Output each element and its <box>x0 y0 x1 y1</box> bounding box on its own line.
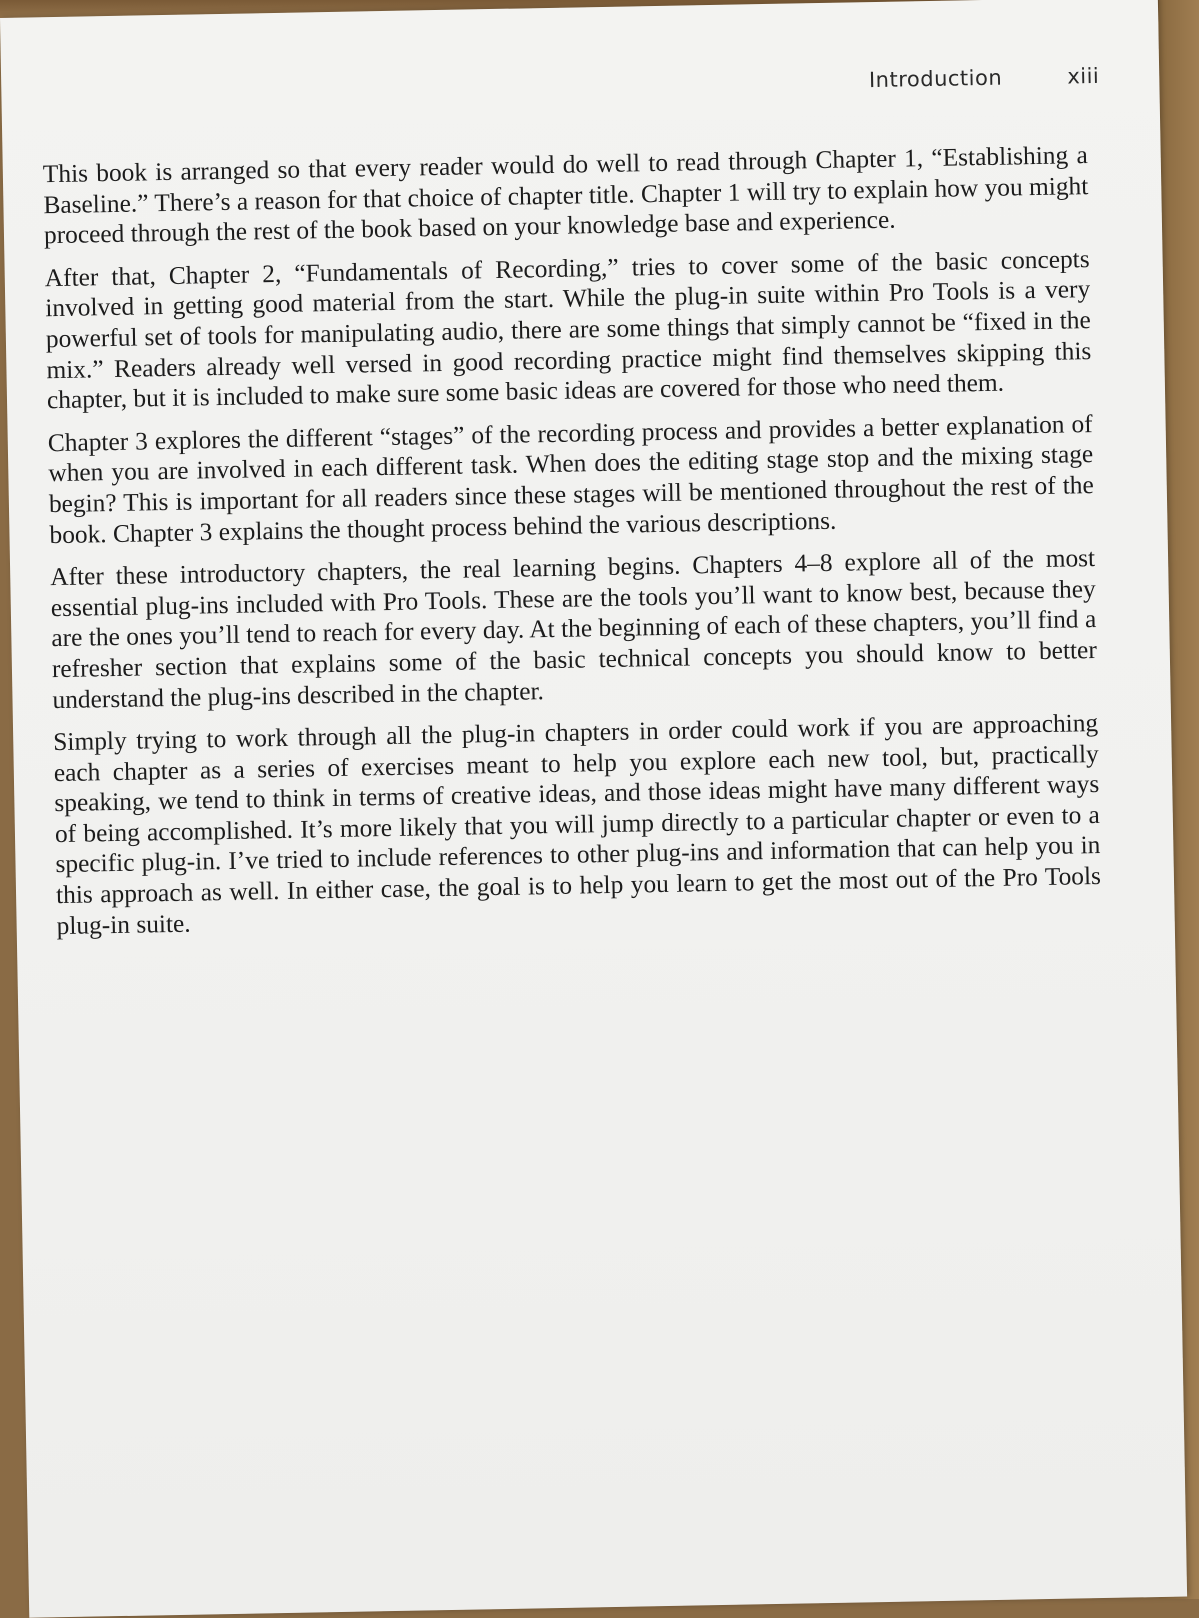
paragraph-chapter-1: This book is arranged so that every reader would do well to read through Chapter 1, “Establishing a Baseline.” There’s a reason for that choice of chapter title. Chapter 1 will try to explain how you might proceed through the rest of the book based on your knowledge base and experience. <box>42 141 1089 250</box>
section-title: Introduction <box>868 65 1003 93</box>
paragraph-chapter-2: After that, Chapter 2, “Fundamentals of Recording,” tries to cover some of the basic concepts involved in getting good material from the start. While the plug-in suite within Pro Tools is a very powerful set of tools for manipulating audio, there are some things that simply cannot be “fixed in the mix.” Readers already well versed in good recording practice might find themselves skipping this chapter, but it is included to make sure some basic ideas are covered for those who need them. <box>44 244 1092 415</box>
body-text <box>43 140 1102 953</box>
paragraph-chapter-3: Chapter 3 explores the different “stages” of the recording process and provides a better explanation of when you are involved in each different task. When does the editing stage stop and the mixing stage begin? This is important for all readers since these stages will be mentioned throughout the rest of the book. Chapter 3 explains the thought process behind the various descriptions. <box>47 409 1094 549</box>
paragraph-plug-in-chapters: Simply trying to work through all the plug-in chapters in order could work if you are approaching each chapter as a series of exercises meant to help you explore each new tool, but, practically speaking, we tend to think in terms of creative ideas, and those ideas might have many different ways of being accomplished. It’s more likely that you will jump directly to a particular chapter or even to a specific plug-in. I’ve tried to include references to other plug-ins and information that can help you in this approach as well. In either case, the goal is to help you learn to get the most out of the Pro Tools plug-in suite. <box>53 709 1102 940</box>
paragraph-chapters-4-8: After these introductory chapters, the real learning begins. Chapters 4–8 explore all of the most essential plug-ins included with Pro Tools. These are the tools you’ll want to know best, because they are the ones you’ll tend to reach for every day. At the beginning of each of these chapters, you’ll find a refresher section that explains some of the basic technical concepts you should know to better understand the plug-ins described in the chapter. <box>50 544 1098 714</box>
running-header <box>869 64 1100 92</box>
page-number: xiii <box>1067 63 1100 89</box>
